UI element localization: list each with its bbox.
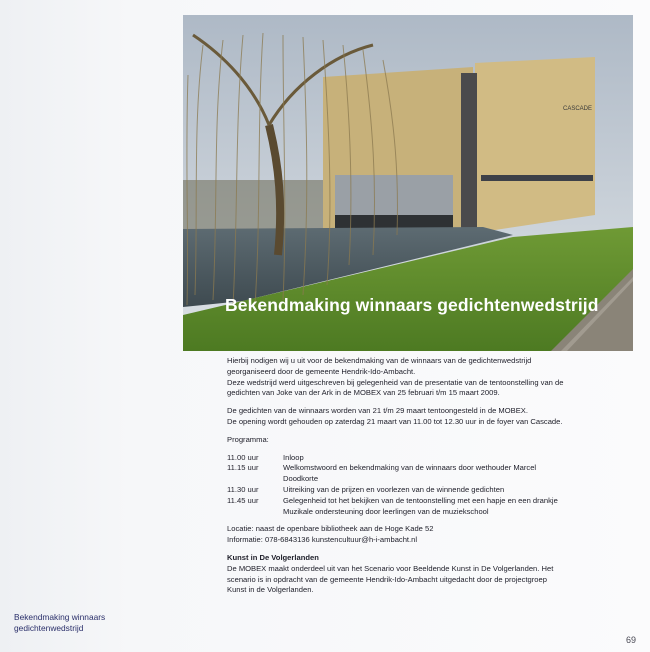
margin-caption bbox=[14, 612, 105, 634]
intro-line: georganiseerd door de gemeente Hendrik-Ido-Ambacht. bbox=[227, 366, 416, 376]
exhibition-line: De opening wordt gehouden op zaterdag 21 maart van 11.00 tot 12.30 uur in de foyer van Cascade. bbox=[227, 416, 563, 426]
program-item bbox=[227, 453, 627, 464]
program-time: 11.30 uur bbox=[227, 484, 259, 494]
building-sign: CASCADE bbox=[563, 106, 593, 112]
info-line: Informatie: 078-6843136 kunstencultuur@h-i-ambacht.nl bbox=[227, 535, 418, 545]
caption-line: gedichtenwedstrijd bbox=[14, 623, 84, 633]
intro-line: gedichten van Joke van der Ark in de MOBEX van 25 februari t/m 15 maart 2009. bbox=[227, 388, 500, 398]
photo-title: Bekendmaking winnaars gedichtenwedstrijd bbox=[225, 295, 599, 315]
kunst-line: De MOBEX maakt onderdeel uit van het Scenario voor Beeldende Kunst in De Volgerlanden. Het bbox=[227, 563, 554, 573]
exhibition-line: De gedichten van de winnaars worden van 21 t/m 29 maart tentoongesteld in de MOBEX. bbox=[227, 406, 528, 416]
caption-line: Bekendmaking winnaars bbox=[14, 612, 106, 622]
program-desc: Welkomstwoord en bekendmaking van de winnaars door wethouder Marcel bbox=[283, 463, 537, 473]
program-desc: Uitreiking van de prijzen en voorlezen van de winnende gedichten bbox=[283, 484, 505, 494]
program-item bbox=[227, 496, 627, 518]
program-desc: Inloop bbox=[283, 452, 304, 462]
intro-line: Deze wedstrijd werd uitgeschreven bij gelegenheid van de presentatie van de tentoonstelling van de bbox=[227, 377, 564, 387]
program-item bbox=[227, 485, 627, 496]
kunst-line: scenario is in opdracht van de gemeente Hendrik-Ido-Ambacht uitgedacht door de projectgroep bbox=[227, 574, 547, 584]
cover-photo bbox=[183, 15, 633, 351]
program-desc: Doodkorte bbox=[283, 474, 319, 484]
program-desc: Gelegenheid tot het bekijken van de tentoonstelling met een hapje en een drankje bbox=[283, 495, 558, 505]
program-time: 11.45 uur bbox=[227, 495, 259, 505]
program-time: 11.15 uur bbox=[227, 463, 259, 473]
program-label: Programma: bbox=[227, 434, 269, 444]
program-desc: Muzikale ondersteuning door leerlingen van de muziekschool bbox=[283, 506, 489, 516]
page-number: 69 bbox=[625, 635, 636, 645]
program-time: 11.00 uur bbox=[227, 452, 259, 462]
building-photo bbox=[183, 15, 633, 351]
location-line: Locatie: naast de openbare bibliotheek aan de Hoge Kade 52 bbox=[227, 524, 434, 534]
kunst-line: Kunst in de Volgerlanden. bbox=[227, 585, 314, 595]
program-item bbox=[227, 463, 627, 485]
article-body bbox=[227, 356, 627, 596]
intro-line: Hierbij nodigen wij u uit voor de bekendmaking van de winnaars van de gedichtenwedstrijd bbox=[227, 356, 532, 365]
section-heading: Kunst in De Volgerlanden bbox=[227, 552, 319, 562]
